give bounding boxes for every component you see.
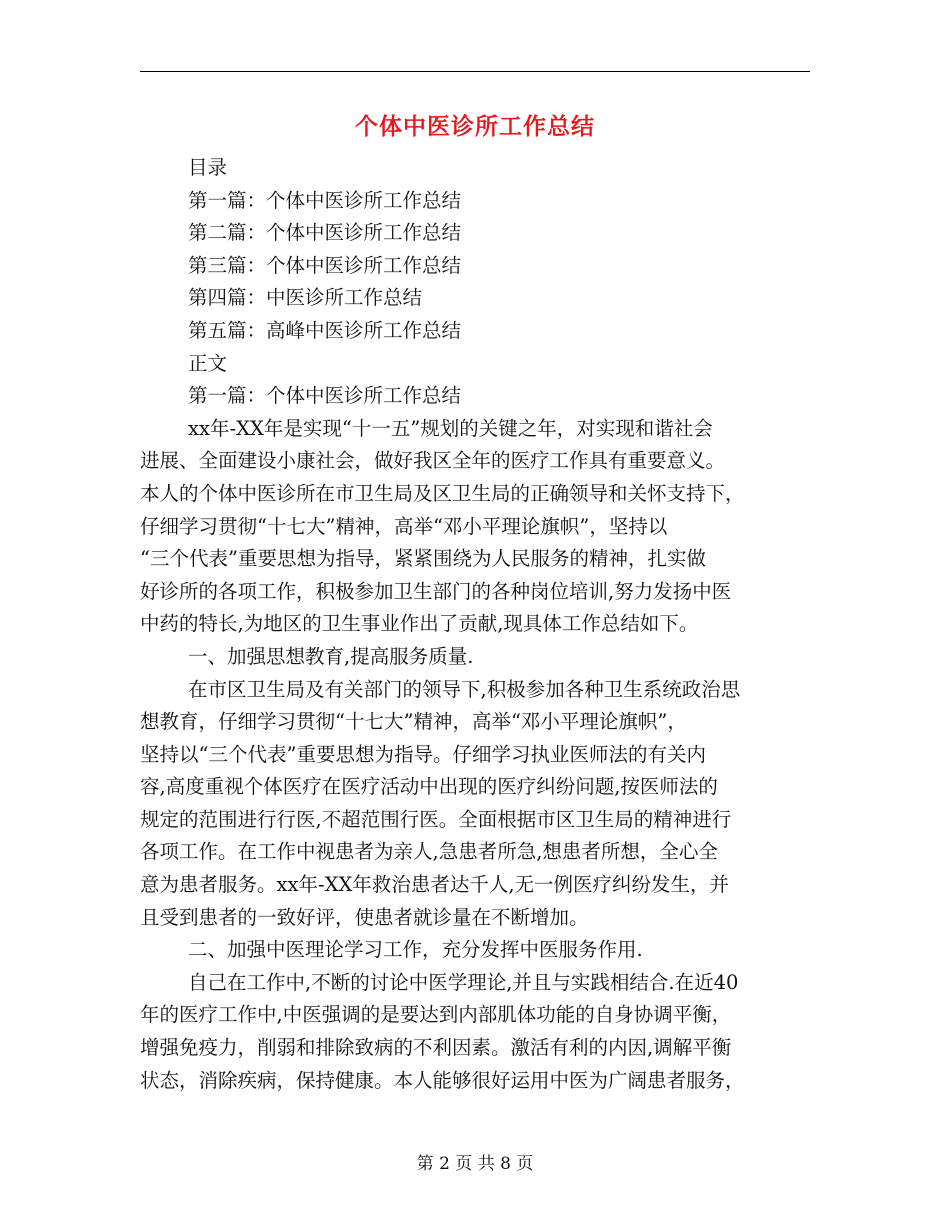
text-line: 想教育，仔细学习贯彻“十七大”精神，高举“邓小平理论旗帜”， — [140, 710, 687, 734]
text-line: 容,高度重视个体医疗在医疗活动中出现的医疗纠纷问题,按医师法的 — [140, 775, 718, 799]
text-line: 第四篇：中医诊所工作总结 — [188, 286, 423, 310]
text-line: 年的医疗工作中,中医强调的是要达到内部肌体功能的自身协调平衡， — [140, 1003, 732, 1027]
text-line: 二、加强中医理论学习工作，充分发挥中医服务作用. — [188, 938, 643, 962]
text-line: 第一篇：个体中医诊所工作总结 — [188, 188, 462, 212]
text-line: 自己在工作中,不断的讨论中医学理论,并且与实践相结合.在近40 — [188, 970, 739, 994]
text-line: 好诊所的各项工作，积极参加卫生部门的各种岗位培训,努力发扬中医 — [140, 579, 732, 603]
text-line: 各项工作。在工作中视患者为亲人,急患者所急,想患者所想，全心全 — [140, 840, 718, 864]
text-line: 第一篇：个体中医诊所工作总结 — [188, 384, 462, 408]
text-line: 第三篇：个体中医诊所工作总结 — [188, 253, 462, 277]
text-line: “三个代表”重要思想为指导，紧紧围绕为人民服务的精神，扎实做 — [140, 547, 706, 571]
text-line: 仔细学习贯彻“十七大”精神，高举“邓小平理论旗帜”，坚持以 — [140, 514, 668, 538]
text-line: 第二篇：个体中医诊所工作总结 — [188, 221, 462, 245]
text-line: 增强免疫力，削弱和排除致病的不利因素。激活有利的内因,调解平衡 — [140, 1036, 732, 1060]
text-line: xx年-XX年是实现“十一五”规划的关键之年，对实现和谐社会 — [188, 416, 713, 440]
text-line: 规定的范围进行行医,不超范围行医。全面根据市区卫生局的精神进行 — [140, 807, 732, 831]
text-line: 第五篇：高峰中医诊所工作总结 — [188, 318, 462, 342]
text-line: 进展、全面建设小康社会，做好我区全年的医疗工作具有重要意义。 — [140, 449, 726, 473]
text-line: 在市区卫生局及有关部门的领导下,积极参加各种卫生系统政治思 — [188, 677, 741, 701]
text-line: 一、加强思想教育,提高服务质量. — [188, 644, 474, 668]
document-body — [140, 152, 810, 1097]
text-line: 意为患者服务。xx年-XX年救治患者达千人,无一例医疗纠纷发生，并 — [140, 873, 730, 897]
text-line: 目录 — [188, 156, 228, 179]
text-line: 中药的特长,为地区的卫生事业作出了贡献,现具体工作总结如下。 — [140, 612, 699, 636]
text-line: 本人的个体中医诊所在市卫生局及区卫生局的正确领导和关怀支持下， — [140, 481, 745, 505]
document-title: 个体中医诊所工作总结 — [355, 113, 595, 140]
text-line: 正文 — [188, 351, 228, 375]
text-line: 且受到患者的一致好评，使患者就诊量在不断增加。 — [140, 905, 589, 929]
text-line: 状态，消除疾病，保持健康。本人能够很好运用中医为广阔患者服务， — [140, 1068, 745, 1092]
text-line: 坚持以“三个代表”重要思想为指导。仔细学习执业医师法的有关内 — [140, 742, 706, 766]
page-number: 第 2 页 共 8 页 — [416, 1154, 534, 1174]
header-rule — [140, 71, 810, 72]
